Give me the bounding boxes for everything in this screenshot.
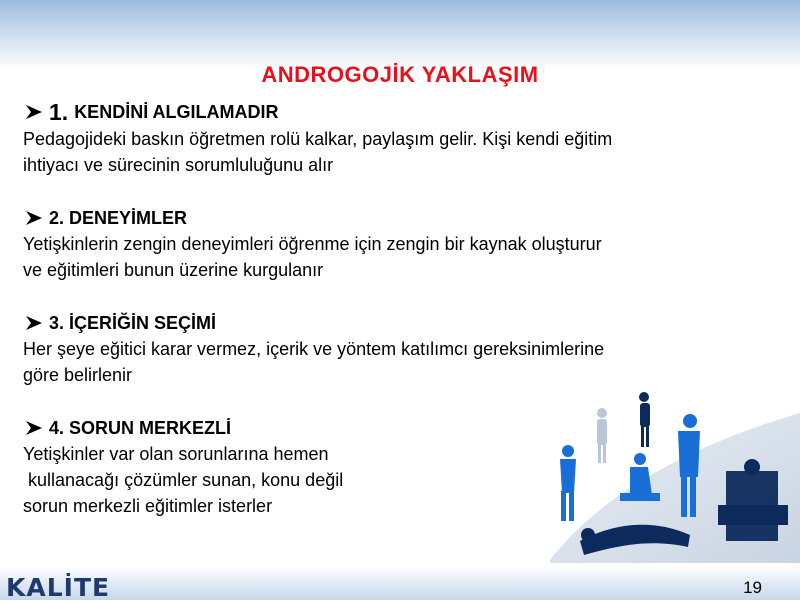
- arrow-bullet-icon: [23, 103, 45, 121]
- section-text-line: Pedagojideki baskın öğretmen rolü kalkar, paylaşım gelir. Kişi kendi eğitim: [23, 129, 613, 149]
- section-text-line: sorun merkezli eğitimler isterler: [23, 496, 273, 516]
- section-text-line: Her şeye eğitici karar vermez, içerik ve yöntem katılımcı gereksinimlerine: [23, 339, 605, 359]
- section-text-line: Yetişkinler var olan sorunlarına hemen: [23, 444, 329, 464]
- kalite-logo: KALİTE: [6, 572, 111, 602]
- section-title: 3. İÇERİĞİN SEÇİMİ: [49, 313, 217, 333]
- section-heading-1: [23, 98, 783, 126]
- footer-gradient: [0, 566, 800, 600]
- section-text-line: kullanacağı çözümler sunan, konu değil: [23, 470, 344, 490]
- section-text-line: Yetişkinlerin zengin deneyimleri öğrenme için zengin bir kaynak oluşturur: [23, 234, 602, 254]
- section-text-line: göre belirlenir: [23, 365, 133, 385]
- section-number: 1.: [49, 99, 69, 125]
- arrow-bullet-icon: [23, 314, 45, 332]
- header-gradient: [0, 0, 800, 70]
- arrow-bullet-icon: [23, 209, 45, 227]
- slide-title: ANDROGOJİK YAKLAŞIM: [261, 62, 539, 87]
- reading-people-illustration: [540, 385, 800, 563]
- page-number: 19: [743, 578, 762, 597]
- section-heading-3: [23, 310, 783, 336]
- section-title: 4. SORUN MERKEZLİ: [49, 418, 232, 438]
- section-title: 2. DENEYİMLER: [49, 208, 188, 228]
- arrow-bullet-icon: [23, 419, 45, 437]
- section-text-line: ihtiyacı ve sürecinin sorumluluğunu alır: [23, 155, 334, 175]
- section-heading-2: [23, 205, 783, 231]
- section-title: KENDİNİ ALGILAMADIR: [74, 102, 279, 122]
- section-text-line: ve eğitimleri bunun üzerine kurgulanır: [23, 260, 324, 280]
